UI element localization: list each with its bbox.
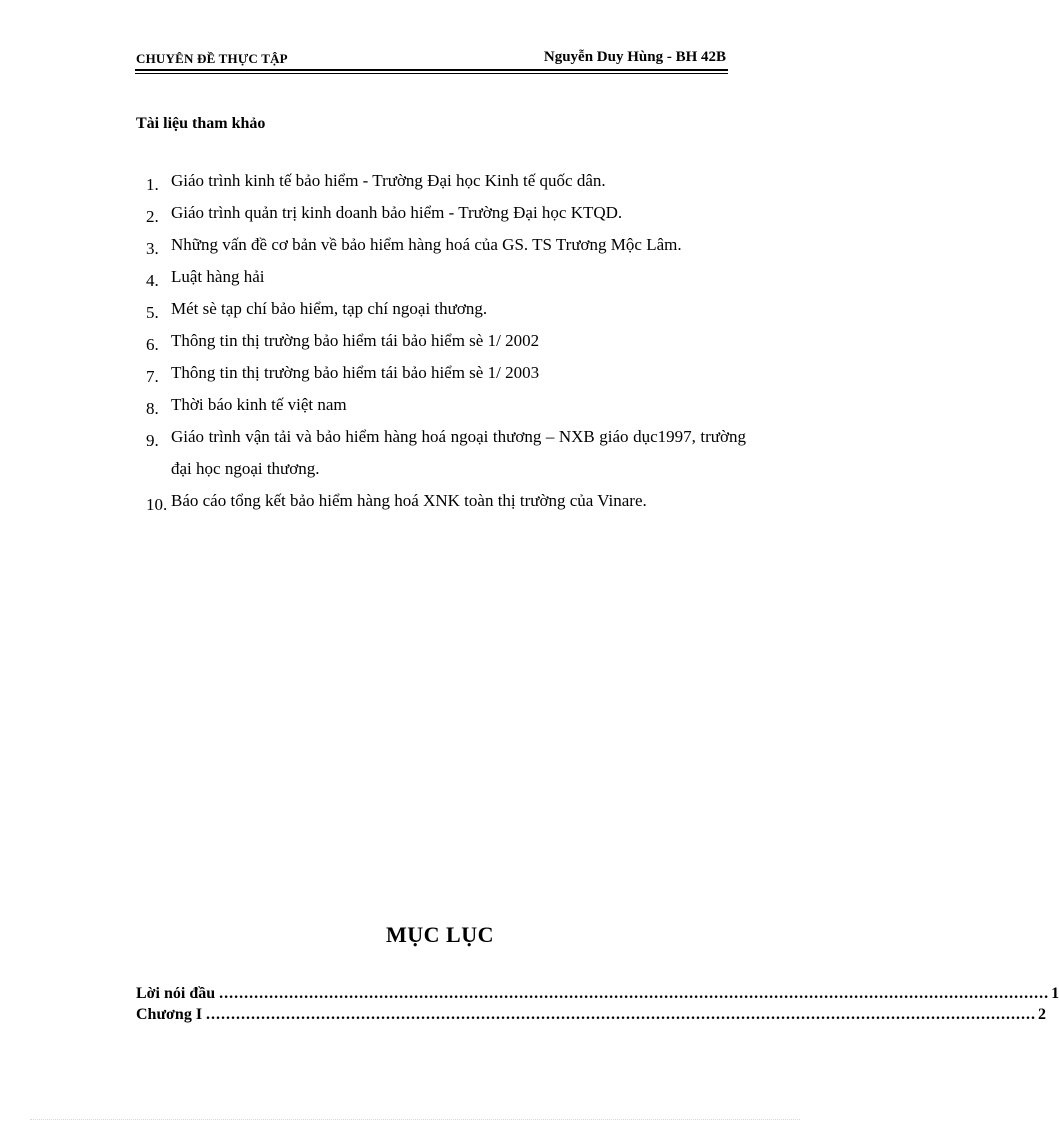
reference-number: 3. <box>146 239 159 258</box>
reference-item <box>136 229 746 261</box>
reference-item <box>136 165 746 197</box>
toc-entry <box>136 984 1059 1004</box>
toc-entry-label: Chương I <box>136 1006 203 1023</box>
toc-entry-page: 1 <box>1051 985 1059 1002</box>
reference-text: Báo cáo tổng kết bảo hiểm hàng hoá XNK toàn thị trường của Vinare. <box>171 491 647 510</box>
reference-item <box>136 357 746 389</box>
header-author: Nguyễn Duy Hùng - BH 42B <box>543 49 726 65</box>
toc-entry-label: Lời nói đầu <box>136 985 216 1002</box>
header-document-type: CHUYÊN ĐỀ THỰC TẬP <box>136 51 288 66</box>
reference-item <box>136 261 746 293</box>
toc-entry-page: 2 <box>1038 1006 1047 1023</box>
header-rule-thin <box>135 73 728 74</box>
toc-leader-dots: ...................................................................................................................................................................... <box>206 1006 1037 1023</box>
reference-text: Những vấn đề cơ bản về bảo hiểm hàng hoá của GS. TS Trương Mộc Lâm. <box>171 235 682 254</box>
reference-text: Giáo trình kinh tế bảo hiểm - Trường Đại học Kinh tế quốc dân. <box>171 171 606 190</box>
header-rule <box>135 69 728 71</box>
reference-number: 6. <box>146 335 159 354</box>
reference-text: Giáo trình vận tải và bảo hiểm hàng hoá ngoại thương – NXB giáo dục1997, trường đại học ngoại thương. <box>171 427 746 478</box>
reference-text: Thông tin thị trường bảo hiểm tái bảo hiểm sè 1/ 2002 <box>171 331 540 350</box>
reference-text: Luật hàng hải <box>171 267 265 286</box>
reference-text: Mét sè tạp chí bảo hiểm, tạp chí ngoại thương. <box>171 299 488 318</box>
toc-leader-dots: ...................................................................................................................................................................... <box>219 985 1050 1002</box>
reference-number: 8. <box>146 399 159 418</box>
reference-text: Thông tin thị trường bảo hiểm tái bảo hiểm sè 1/ 2003 <box>171 363 540 382</box>
reference-item <box>136 485 746 517</box>
reference-number: 2. <box>146 207 159 226</box>
page-bottom-divider <box>30 1119 800 1120</box>
reference-number: 5. <box>146 303 159 322</box>
reference-item <box>136 293 746 325</box>
reference-number: 7. <box>146 367 159 386</box>
reference-text: Giáo trình quản trị kinh doanh bảo hiểm - Trường Đại học KTQD. <box>171 203 623 222</box>
toc-heading: MỤC LỤC <box>386 922 494 947</box>
reference-item <box>136 197 746 229</box>
reference-number: 1. <box>146 175 159 194</box>
reference-list <box>136 165 746 517</box>
reference-item <box>136 325 746 357</box>
reference-number: 10. <box>146 495 168 514</box>
references-heading: Tài liệu tham khảo <box>136 115 266 132</box>
toc-entry <box>136 1005 1047 1025</box>
reference-item <box>136 389 746 421</box>
reference-item <box>136 421 746 485</box>
reference-text: Thời báo kinh tế việt nam <box>171 395 347 414</box>
reference-number: 4. <box>146 271 159 290</box>
reference-number: 9. <box>146 431 159 450</box>
